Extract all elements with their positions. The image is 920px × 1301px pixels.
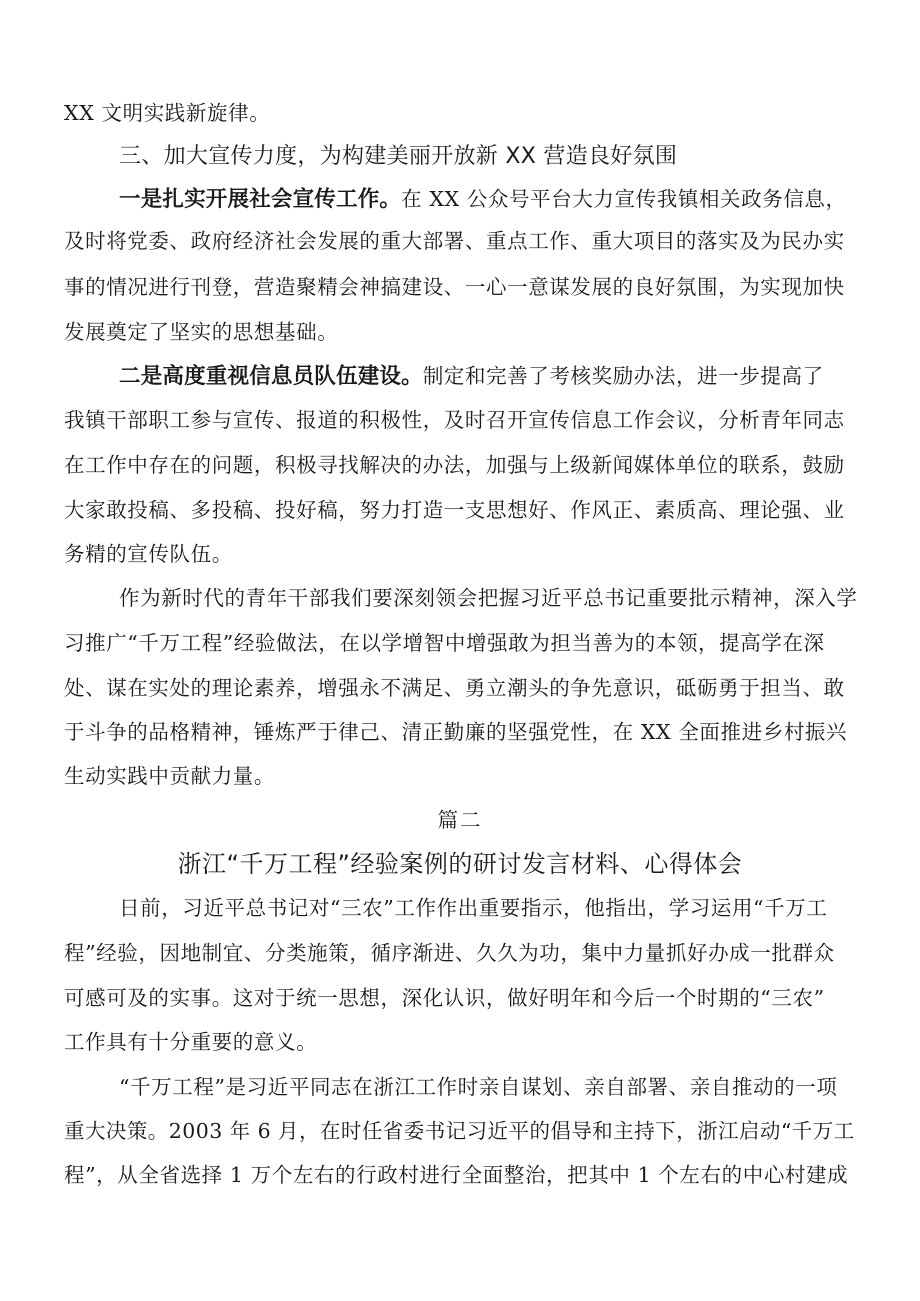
text-line: “千万工程”是习近平同志在浙江工作时亲自谋划、亲自部署、亲自推动的一项 [119,1075,838,1099]
paragraph-first-line [119,185,847,214]
text-line: 程”经验，因地制宜、分类施策，循序渐进、久久为功，集中力量抓好办成一批群众 [64,941,835,965]
part-label: 篇二 [437,808,483,832]
article-title: 浙江“千万工程”经验案例的研讨发言材料、心得体会 [177,850,743,878]
text-line: 重大决策。2003 年 6 月，在时任省委书记习近平的倡导和主持下，浙江启动“千万工 [64,1119,855,1143]
text-line: 作为新时代的青年干部我们要深刻领会把握习近平总书记重要批示精神，深入学 [119,586,858,610]
text-line: 务精的宣传队伍。 [64,542,233,566]
text-line: 发展奠定了坚实的思想基础。 [64,320,339,344]
section-heading: 三、加大宣传力度，为构建美丽开放新 XX 营造良好氛围 [119,144,678,169]
text-line: 在工作中存在的问题，积极寻找解决的办法，加强与上级新闻媒体单位的联系，鼓励 [64,453,845,477]
text-line: 事的情况进行刊登，营造聚精会神搞建设、一心一意谋发展的良好氛围，为实现加快 [64,275,845,299]
text-line: 程”，从全省选择 1 万个左右的行政村进行全面整治，把其中 1 个左右的中心村建成 [64,1163,849,1187]
text-line: 大家敢投稿、多投稿、投好稿，努力打造一支思想好、作风正、素质高、理论强、业 [64,498,845,522]
text-line: 日前，习近平总书记对“三农”工作作出重要指示，他指出，学习运用“千万工 [119,896,828,920]
text-line: 我镇干部职工参与宣传、报道的积极性，及时召开宣传信息工作会议，分析青年同志 [64,408,845,432]
text-line: XX 文明实践新旋律。 [64,101,271,125]
text-line: 可感可及的实事。这对于统一思想，深化认识，做好明年和今后一个时期的“三农” [64,986,825,1010]
paragraph-first-line [119,362,824,391]
text-line: 生动实践中贡献力量。 [64,764,275,788]
paragraph-lead: 一是扎实开展社会宣传工作。 [119,187,402,212]
text-line: 及时将党委、政府经济社会发展的重大部署、重点工作、重大项目的落实及为民办实 [64,229,845,253]
paragraph-lead: 二是高度重视信息员队伍建设。 [119,364,423,389]
text-line: 处、谋在实处的理论素养，增强永不满足、勇立潮头的争先意识，砥砺勇于担当、敢 [64,676,845,700]
text-line: 习推广“千万工程”经验做法，在以学增智中增强敢为担当善为的本领，提高学在深 [64,631,825,655]
paragraph-text: 制定和完善了考核奖励办法，进一步提高了 [422,364,824,388]
text-line: 工作具有十分重要的意义。 [64,1030,318,1054]
text-line: 于斗争的品格精神，锤炼严于律己、清正勤廉的坚强党性，在 XX 全面推进乡村振兴 [64,720,848,744]
paragraph-text: 在 XX 公众号平台大力宣传我镇相关政务信息， [401,187,847,211]
